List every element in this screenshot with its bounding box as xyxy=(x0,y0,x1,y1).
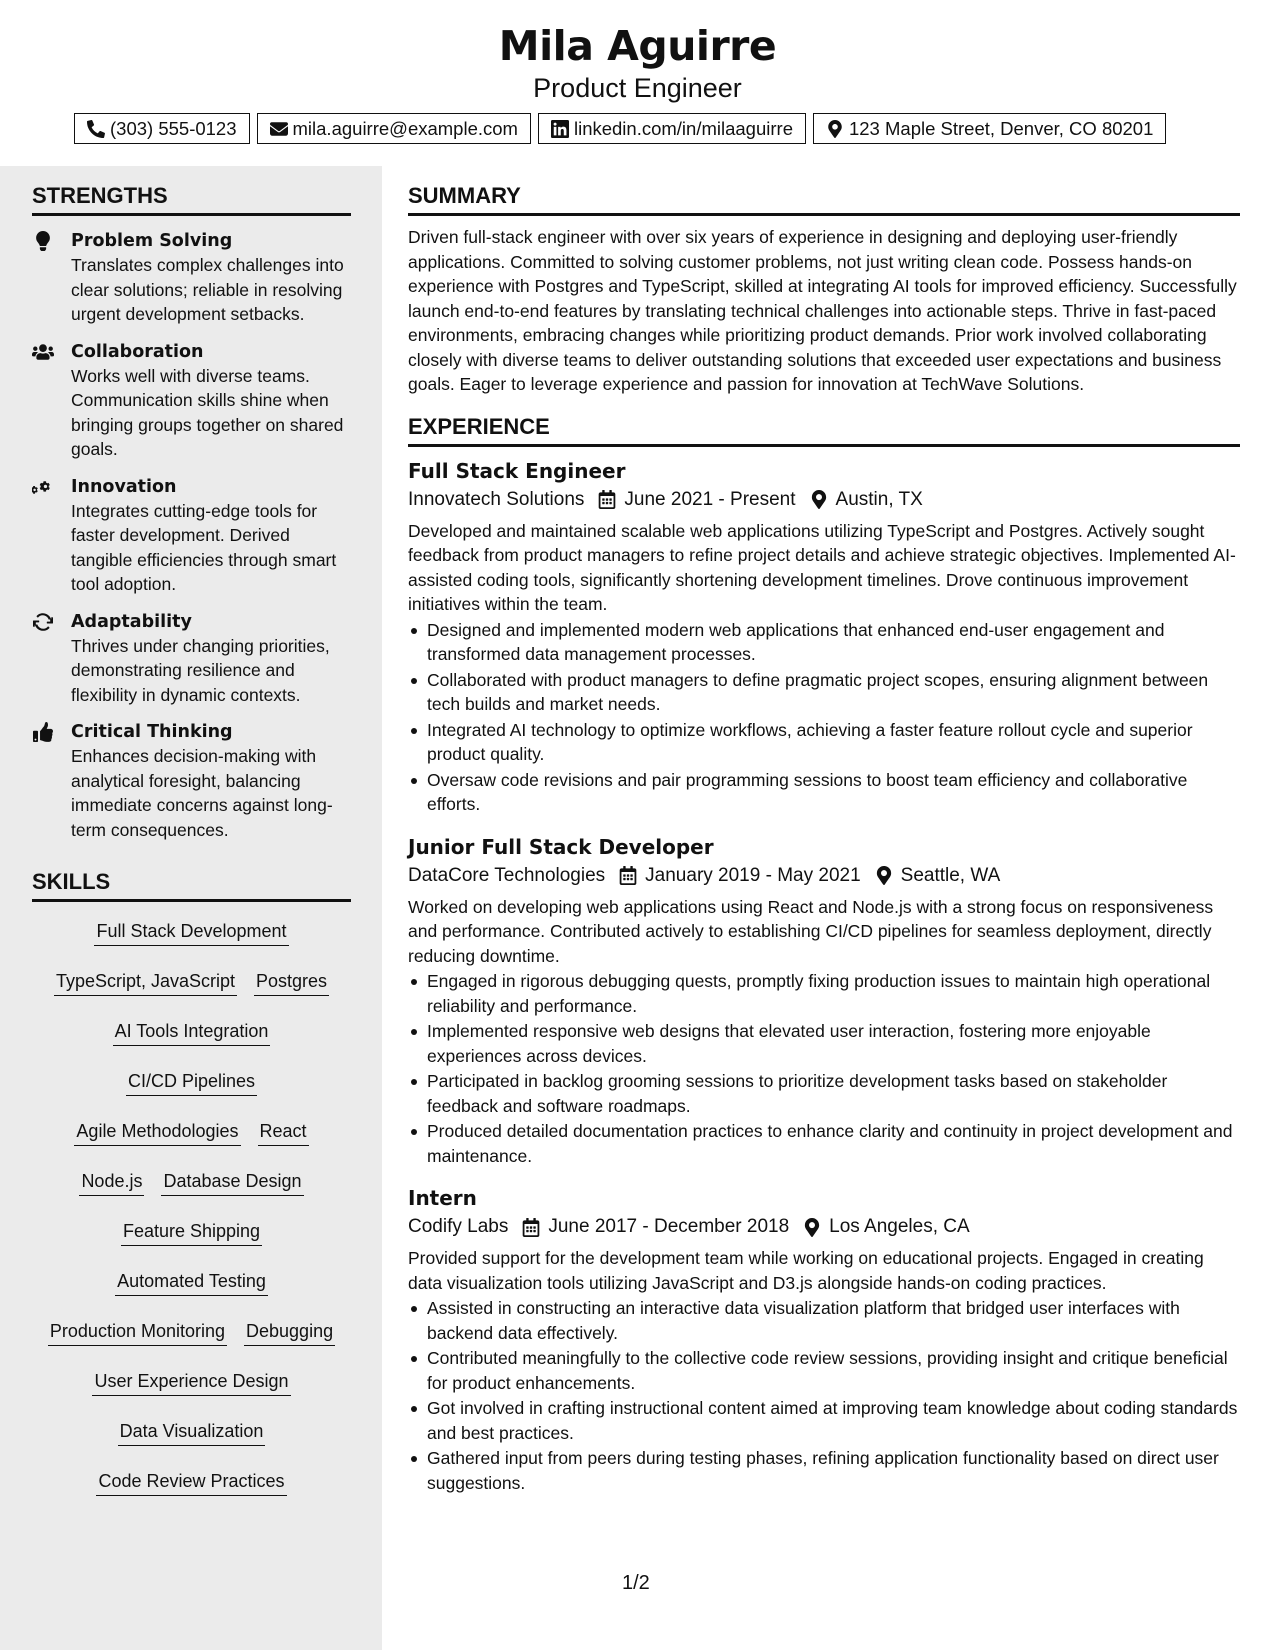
job-meta xyxy=(408,862,1240,890)
skill-tag: Debugging xyxy=(244,1312,335,1346)
contact-email[interactable] xyxy=(257,113,531,144)
calendar-icon xyxy=(598,490,616,509)
strength-title: Problem Solving xyxy=(71,231,233,251)
job-bullet: Gathered input from peers during testing phases, refining application functionality based on direct user suggestions. xyxy=(408,1446,1240,1495)
contact-bar xyxy=(74,113,1166,144)
job-title: Intern xyxy=(408,1186,477,1210)
strength-item xyxy=(32,229,351,327)
job-bullet: Participated in backlog grooming sessions to prioritize development tasks based on stakeholder feedback and software roadmaps. xyxy=(408,1069,1240,1118)
skill-tag: Data Visualization xyxy=(118,1412,266,1446)
job-company: Codify Labs xyxy=(408,1216,509,1237)
skill-tag: Full Stack Development xyxy=(94,912,288,946)
strength-desc: Works well with diverse teams. Communication skills shine when bringing groups together on shared goals. xyxy=(71,365,344,459)
candidate-name: Mila Aguirre xyxy=(498,22,777,70)
job-description: Developed and maintained scalable web applications utilizing TypeScript and Postgres. Actively sought feedback from product managers to refine project details and achieve strategic objectives. Implemented AI-assisted coding tools, significantly shortening development timelines. Drove continuous improvement initiatives within the team. xyxy=(408,520,1236,614)
skill-tag: TypeScript, JavaScript xyxy=(54,962,237,996)
job-bullet: Contributed meaningfully to the collective code review sessions, providing insight and critique beneficial for product enhancements. xyxy=(408,1346,1240,1395)
contact-phone-text: (303) 555-0123 xyxy=(110,117,237,139)
job-dates: January 2019 - May 2021 xyxy=(645,864,861,886)
map-pin-icon xyxy=(875,866,893,885)
skill-tag: Node.js xyxy=(79,1162,144,1196)
strength-item xyxy=(32,475,351,597)
skill-tag: Production Monitoring xyxy=(48,1312,227,1346)
skill-tag: Automated Testing xyxy=(115,1262,268,1296)
job-dates: June 2017 - December 2018 xyxy=(548,1216,790,1237)
strength-title: Critical Thinking xyxy=(71,722,233,742)
strengths-title: STRENGTHS xyxy=(32,183,351,216)
job-description: Worked on developing web applications using React and Node.js with a strong focus on responsiveness and performance. Contributed actively to establishing CI/CD pipelines for seamless deployment, directly reducing downtime. xyxy=(408,896,1214,966)
job-entry xyxy=(408,457,1240,817)
strength-desc: Translates complex challenges into clear solutions; reliable in resolving urgent development setbacks. xyxy=(71,255,344,324)
skills-title: SKILLS xyxy=(32,869,351,902)
map-pin-icon xyxy=(803,1218,821,1237)
job-company: Innovatech Solutions xyxy=(408,488,585,510)
skill-tag: Agile Methodologies xyxy=(74,1112,240,1146)
skills-list xyxy=(32,912,351,1512)
sync-icon xyxy=(32,612,54,632)
job-bullet: Integrated AI technology to optimize workflows, achieving a faster feature rollout cycle and superior product quality. xyxy=(408,718,1240,767)
strength-desc: Integrates cutting-edge tools for faster development. Derived tangible efficiencies through smart tool adoption. xyxy=(71,500,337,594)
job-entry xyxy=(408,833,1240,1169)
strength-item xyxy=(32,340,351,462)
contact-phone[interactable] xyxy=(74,113,250,144)
strength-title: Adaptability xyxy=(71,611,192,632)
skill-tag: Database Design xyxy=(161,1162,303,1196)
job-location: Austin, TX xyxy=(835,488,923,510)
skill-tag: React xyxy=(258,1112,309,1146)
envelope-icon xyxy=(270,120,288,138)
resume-header xyxy=(0,0,1275,166)
skill-tag: Feature Shipping xyxy=(121,1212,262,1246)
calendar-icon xyxy=(522,1218,540,1237)
skill-tag: AI Tools Integration xyxy=(113,1012,271,1046)
skill-tag: CI/CD Pipelines xyxy=(126,1062,257,1096)
contact-linkedin[interactable] xyxy=(538,113,806,144)
job-meta xyxy=(408,486,1240,514)
job-location: Seattle, WA xyxy=(900,864,1001,886)
map-pin-icon xyxy=(810,490,828,509)
job-entry xyxy=(408,1184,1240,1495)
users-icon xyxy=(32,342,54,362)
sidebar xyxy=(0,166,382,1650)
job-bullets xyxy=(408,969,1240,1168)
summary-text: Driven full-stack engineer with over six years of experience in designing and deploying user-friendly applications. Committed to solving customer problems, not just writing clean code. Possess hands-on experience with Postgres and TypeScript, skilled at integrating AI tools for improved efficiency. Successfully launch end-to-end features by translating technical challenges into actionable steps. Thrive in fast-paced environments, embracing changes while prioritizing product demands. Prior work involved collaborating closely with diverse teams to deliver outstanding solutions that exceeded user expectations and business goals. Eager to leverage experience and passion for innovation at TechWave Solutions. xyxy=(408,227,1237,394)
cogs-icon xyxy=(32,477,54,497)
phone-icon xyxy=(87,120,105,138)
job-bullets xyxy=(408,618,1240,817)
job-bullet: Produced detailed documentation practices to enhance clarity and continuity in project development and maintenance. xyxy=(408,1119,1240,1168)
job-bullet: Oversaw code revisions and pair programming sessions to boost team efficiency and collaborative efforts. xyxy=(408,768,1240,817)
job-title: Full Stack Engineer xyxy=(408,458,626,483)
job-title: Junior Full Stack Developer xyxy=(408,834,714,859)
thumbs-up-icon xyxy=(32,722,54,742)
job-bullet: Assisted in constructing an interactive data visualization platform that bridged user interfaces with backend data effectively. xyxy=(408,1296,1240,1345)
map-pin-icon xyxy=(826,120,844,138)
skill-tag: Code Review Practices xyxy=(96,1462,286,1496)
job-bullet: Designed and implemented modern web applications that enhanced end-user engagement and transformed data management processes. xyxy=(408,618,1240,667)
skill-tag: Postgres xyxy=(254,962,329,996)
job-bullet: Engaged in rigorous debugging quests, promptly fixing production issues to maintain high operational reliability and performance. xyxy=(408,969,1240,1018)
linkedin-icon xyxy=(551,120,569,138)
contact-linkedin-text: linkedin.com/in/milaaguirre xyxy=(573,117,793,139)
job-bullet: Collaborated with product managers to define pragmatic project scopes, ensuring alignment between tech builds and market needs. xyxy=(408,668,1240,717)
job-meta xyxy=(408,1213,1240,1241)
strength-item xyxy=(32,610,351,708)
skill-tag: User Experience Design xyxy=(92,1362,290,1396)
lightbulb-icon xyxy=(32,231,54,251)
summary-title: SUMMARY xyxy=(408,183,1240,216)
calendar-icon xyxy=(619,866,637,885)
strength-desc: Enhances decision-making with analytical foresight, balancing immediate concerns against long-term consequences. xyxy=(71,746,333,840)
experience-title: EXPERIENCE xyxy=(408,414,1240,447)
page-number: 1/2 xyxy=(622,1572,650,1594)
job-bullet: Got involved in crafting instructional content aimed at improving team knowledge about coding standards and best practices. xyxy=(408,1396,1240,1445)
strength-title: Innovation xyxy=(71,476,177,497)
contact-address[interactable] xyxy=(813,113,1166,144)
job-company: DataCore Technologies xyxy=(408,864,606,886)
job-bullet: Implemented responsive web designs that elevated user interaction, fostering more enjoyable experiences across devices. xyxy=(408,1019,1240,1068)
job-bullets xyxy=(408,1296,1240,1495)
candidate-role: Product Engineer xyxy=(533,73,742,103)
job-location: Los Angeles, CA xyxy=(829,1216,970,1237)
job-description: Provided support for the development team while working on educational projects. Engaged in creating data visualization tools utilizing JavaScript and D3.js alongside hands-on coding practices. xyxy=(408,1248,1204,1293)
job-dates: June 2021 - Present xyxy=(624,488,796,510)
strength-item xyxy=(32,720,351,842)
strength-desc: Thrives under changing priorities, demonstrating resilience and flexibility in dynamic contexts. xyxy=(71,635,330,705)
strength-title: Collaboration xyxy=(71,341,204,362)
contact-address-text: 123 Maple Street, Denver, CO 80201 xyxy=(848,117,1154,139)
contact-email-text: mila.aguirre@example.com xyxy=(292,117,518,139)
experience-list xyxy=(408,457,1240,1496)
